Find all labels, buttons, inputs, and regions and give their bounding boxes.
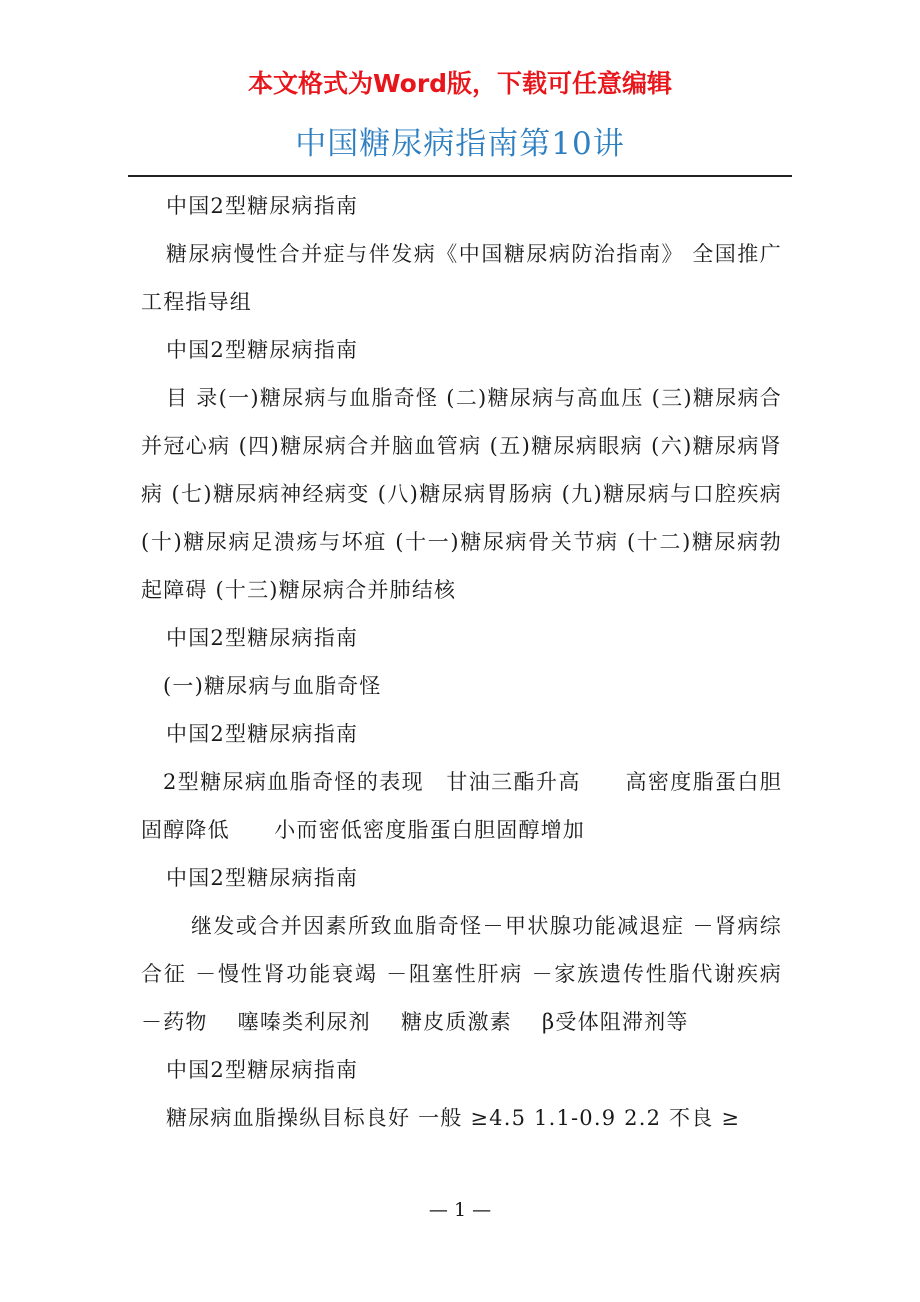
document-title: 中国糖尿病指南第10讲 bbox=[295, 126, 625, 162]
chapter-heading: (一)糖尿病与血脂奇怪 bbox=[163, 674, 382, 698]
section-heading: 中国2型糖尿病指南 bbox=[166, 194, 359, 218]
table-of-contents: 目 录(一)糖尿病与血脂奇怪 (二)糖尿病与高血压 (三)糖尿病合并冠心病 (四)糖尿病合并脑血管病 (五)糖尿病眼病 (六)糖尿病肾病 (七)糖尿病神经病变 (八)糖尿病胃肠病 (九)糖尿病与口腔疾病 (十)糖尿病足溃疡与坏疽 (十一)糖尿病骨关节病 (十二)糖尿病勃起障碍 (十三)糖尿病合并肺结核 bbox=[141, 386, 782, 602]
section-heading: 中国2型糖尿病指南 bbox=[166, 626, 359, 650]
body-paragraph: 继发或合并因素所致血脂奇怪－甲状腺功能减退症 －肾病综合征 －慢性肾功能衰竭 －阻塞性肝病 －家族遗传性脂代谢疾病 －药物 噻嗪类利尿剂 糖皮质激素 β受体阻滞剂等 bbox=[141, 914, 782, 1034]
section-heading: 中国2型糖尿病指南 bbox=[166, 338, 359, 362]
body-paragraph: 2型糖尿病血脂奇怪的表现 甘油三酯升高 高密度脂蛋白胆固醇降低 小而密低密度脂蛋白胆固醇增加 bbox=[141, 770, 782, 842]
section-heading: 中国2型糖尿病指南 bbox=[166, 722, 359, 746]
document-body bbox=[141, 182, 782, 1142]
body-paragraph: 糖尿病慢性合并症与伴发病《中国糖尿病防治指南》 全国推广工程指导组 bbox=[141, 242, 782, 314]
section-heading: 中国2型糖尿病指南 bbox=[166, 866, 359, 890]
format-banner: 本文格式为Word版，下载可任意编辑 bbox=[247, 69, 673, 98]
body-paragraph: 糖尿病血脂操纵目标良好 一般 ≥4.5 1.1-0.9 2.2 不良 ≥ bbox=[166, 1106, 741, 1130]
title-divider bbox=[128, 175, 792, 177]
page-number: — 1 — bbox=[428, 1199, 492, 1221]
section-heading: 中国2型糖尿病指南 bbox=[166, 1058, 359, 1082]
